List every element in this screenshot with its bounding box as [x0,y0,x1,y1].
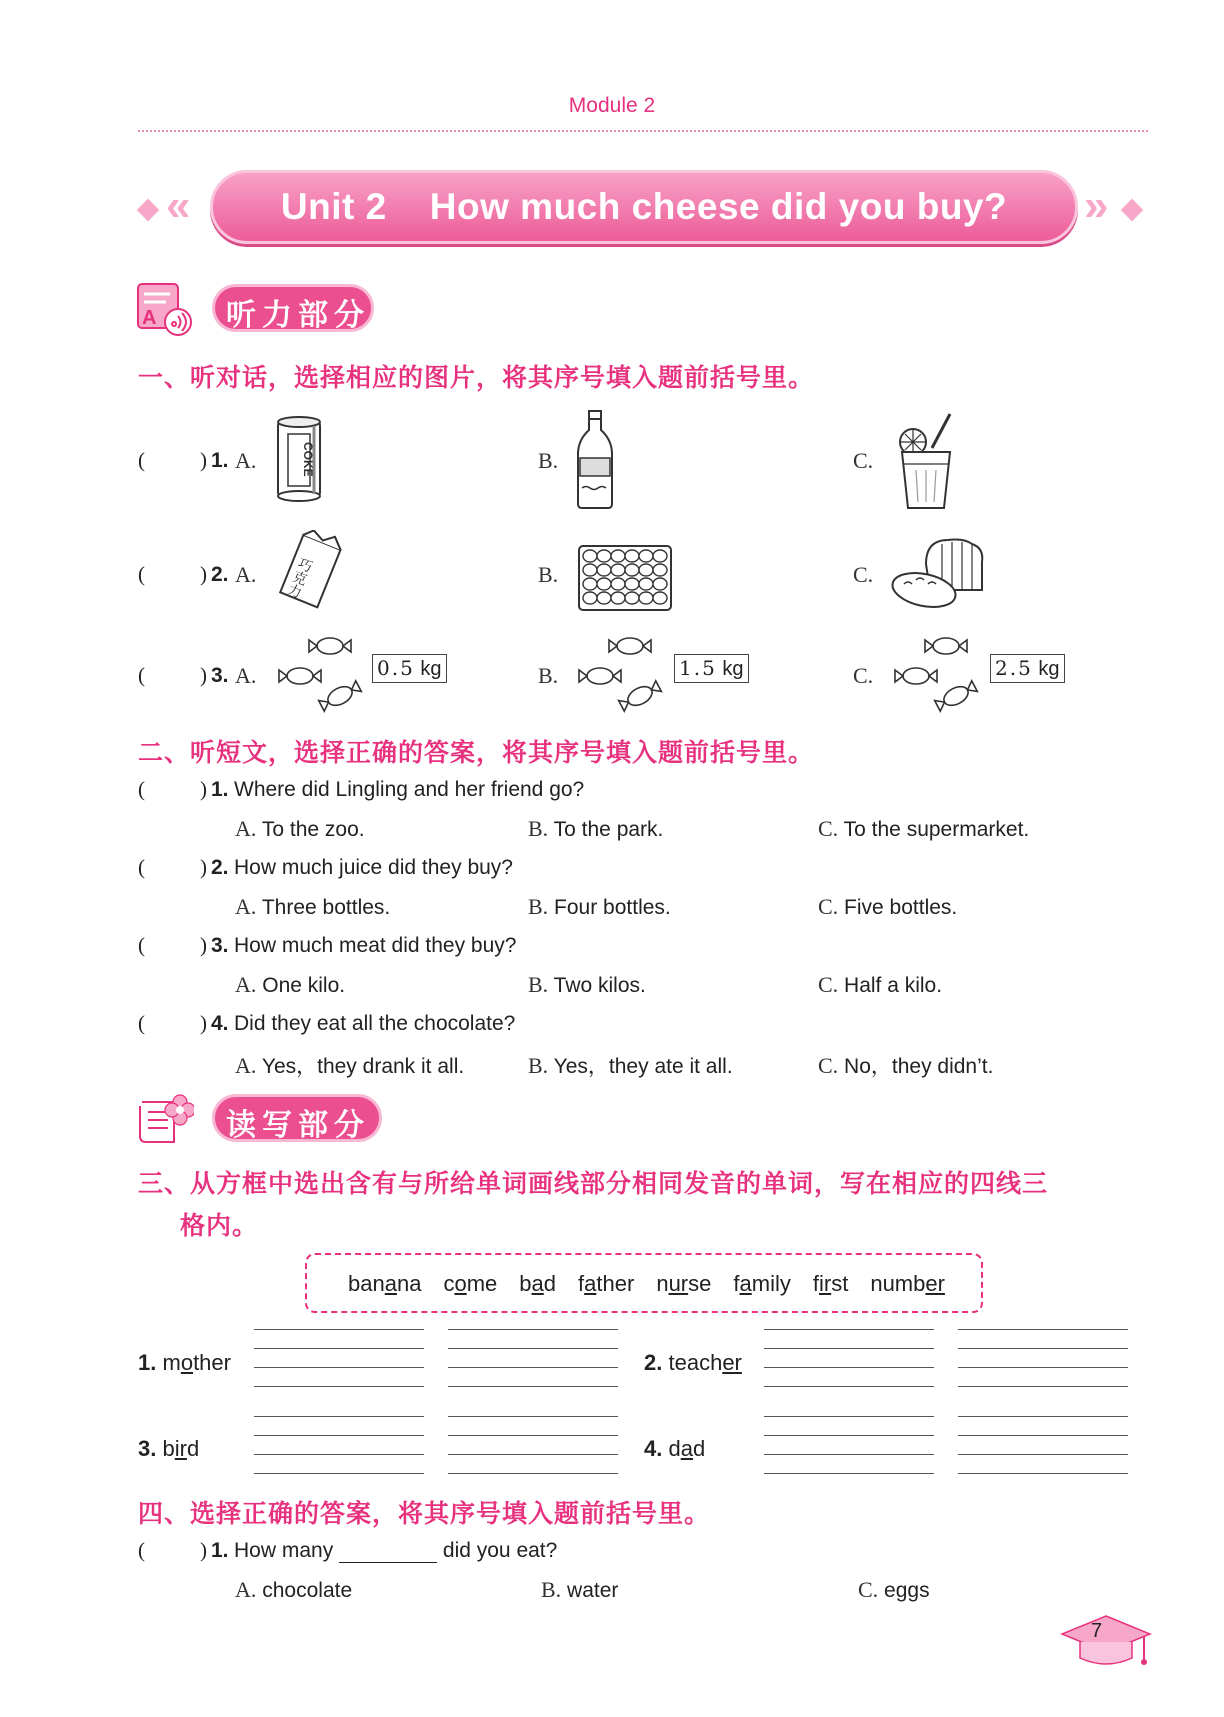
option-b: B. Yes，they ate it all. [528,1053,733,1078]
writing-line[interactable] [254,1386,424,1387]
diamond-right-icon [1121,199,1144,222]
option-letter: C. [853,448,874,473]
reading-writing-badge-label: 读写部分 [226,1109,370,1142]
answer-paren-close: ) [200,663,207,687]
writing-line[interactable] [958,1435,1128,1436]
writing-line[interactable] [958,1348,1128,1349]
item-4-label: 4. dad [644,1436,706,1461]
writing-line[interactable] [254,1435,424,1436]
question-number: 1. [211,1539,229,1562]
chocolate-bar-image [272,530,348,614]
eggs-tray-image [576,538,674,614]
writing-line[interactable] [254,1416,424,1417]
option-c: C. Five bottles. [818,894,958,919]
option-c: C. No，they didn’t. [818,1053,994,1078]
answer-paren-close: ) [200,562,207,586]
chocolate-label: 巧克力 [283,554,315,600]
candies-image [888,632,988,714]
writing-line[interactable] [448,1367,618,1368]
question-text: Where did Lingling and her friend go? [234,778,585,801]
answer-paren-open: ( [138,1538,145,1562]
module-label: Module 2 [568,94,656,117]
writing-line[interactable] [958,1386,1128,1387]
option-letter: B. [538,562,559,587]
weight-box: 2.5 kg [990,654,1065,683]
item-3-label: 3. bird [138,1436,200,1461]
listening-icon [136,282,194,338]
writing-line[interactable] [958,1473,1128,1474]
question-number: 1. [211,778,229,801]
option-c: C. eggs [858,1577,930,1602]
question-number: 2. [211,563,229,586]
option-b: B. To the park. [528,816,664,841]
writing-line[interactable] [254,1348,424,1349]
reading-writing-icon [136,1092,194,1148]
section1-instruction: 一、听对话，选择相应的图片，将其序号填入题前括号里。 [138,364,815,392]
writing-line[interactable] [764,1435,934,1436]
word-item: number [870,1271,945,1296]
question-number: 1. [211,449,229,472]
option-letter: C. [853,562,874,587]
writing-line[interactable] [448,1454,618,1455]
answer-paren-open: ( [138,933,145,957]
question-text: How many did you eat? [234,1539,558,1562]
writing-line[interactable] [764,1367,934,1368]
chevron-right-icon: » [1084,181,1109,230]
answer-paren-open: ( [138,663,145,687]
option-c: C. To the supermarket. [818,816,1030,841]
answer-paren-close: ) [200,933,207,957]
section2-instruction: 二、听短文，选择正确的答案，将其序号填入题前括号里。 [138,739,815,767]
candies-image [572,632,672,714]
option-b: B. water [541,1577,619,1602]
answer-paren-close: ) [200,1011,207,1035]
word-item: banana [348,1271,422,1296]
writing-line[interactable] [448,1329,618,1330]
option-a: A. Three bottles. [235,894,391,919]
option-a: A. To the zoo. [235,816,365,841]
diamond-left-icon [137,199,160,222]
graduation-cap-icon [1060,1612,1152,1668]
writing-line[interactable] [764,1473,934,1474]
option-letter: A. [235,448,257,473]
option-a: A. chocolate [235,1577,353,1602]
option-letter: C. [853,663,874,688]
writing-line[interactable] [448,1473,618,1474]
word-item: nurse [656,1271,712,1296]
writing-line[interactable] [448,1386,618,1387]
writing-line[interactable] [254,1454,424,1455]
word-item: family [733,1271,791,1296]
question-number: 3. [211,934,229,957]
writing-line[interactable] [448,1416,618,1417]
writing-line[interactable] [764,1329,934,1330]
option-c: C. Half a kilo. [818,972,943,997]
question-text: Did they eat all the chocolate? [234,1012,516,1035]
answer-paren-open: ( [138,448,145,472]
question-number: 4. [211,1012,229,1035]
bottle-image [572,408,618,512]
writing-line[interactable] [958,1416,1128,1417]
header-rule [138,130,1148,132]
section3-instruction-line1: 三、从方框中选出含有与所给单词画线部分相同发音的单词，写在相应的四线三 [138,1170,1049,1198]
word-item: first [812,1271,849,1296]
page-number: 7 [1091,1620,1103,1642]
candies-image [272,632,372,714]
writing-line[interactable] [448,1435,618,1436]
answer-paren-open: ( [138,562,145,586]
word-list [348,1271,945,1297]
word-item: bad [519,1271,557,1296]
juice-glass-image [890,408,962,514]
svg-text:A: A [142,307,157,329]
option-letter: A. [235,663,257,688]
writing-line[interactable] [448,1348,618,1349]
question-text: How much juice did they buy? [234,856,513,879]
can-label: COKE [301,442,315,477]
item-1-label: 1. mother [138,1350,231,1375]
writing-line[interactable] [958,1329,1128,1330]
answer-paren-close: ) [200,1538,207,1562]
answer-paren-open: ( [138,1011,145,1035]
option-letter: B. [538,663,559,688]
unit-title: Unit 2 How much cheese did you buy? [280,186,1008,227]
option-b: B. Two kilos. [528,972,646,997]
writing-line[interactable] [254,1473,424,1474]
fill-blank[interactable] [339,1543,437,1563]
option-b: B. Four bottles. [528,894,671,919]
writing-line[interactable] [764,1454,934,1455]
weight-box: 0.5 kg [372,654,447,683]
section4-instruction: 四、选择正确的答案，将其序号填入题前括号里。 [138,1500,711,1528]
question-text: How much meat did they buy? [234,934,517,957]
writing-line[interactable] [958,1454,1128,1455]
writing-line[interactable] [958,1367,1128,1368]
answer-paren-close: ) [200,777,207,801]
section3-instruction-line2: 格内。 [180,1212,259,1240]
option-a: A. Yes，they drank it all. [235,1053,465,1078]
answer-paren-open: ( [138,777,145,801]
option-letter: A. [235,562,257,587]
word-item: father [578,1271,635,1296]
writing-line[interactable] [254,1367,424,1368]
option-a: A. One kilo. [235,972,346,997]
item-2-label: 2. teacher [644,1350,742,1375]
weight-box: 1.5 kg [674,654,749,683]
question-number: 3. [211,664,229,687]
listening-badge-label: 听力部分 [226,299,370,332]
writing-line[interactable] [764,1416,934,1417]
answer-paren-close: ) [200,448,207,472]
writing-line[interactable] [764,1386,934,1387]
answer-paren-open: ( [138,855,145,879]
chevron-left-icon: « [166,181,191,230]
writing-line[interactable] [764,1348,934,1349]
answer-paren-close: ) [200,855,207,879]
bread-image [886,534,986,610]
word-item: come [443,1271,498,1296]
question-number: 2. [211,856,229,879]
writing-line[interactable] [254,1329,424,1330]
coke-can-image [268,412,332,504]
option-letter: B. [538,448,559,473]
